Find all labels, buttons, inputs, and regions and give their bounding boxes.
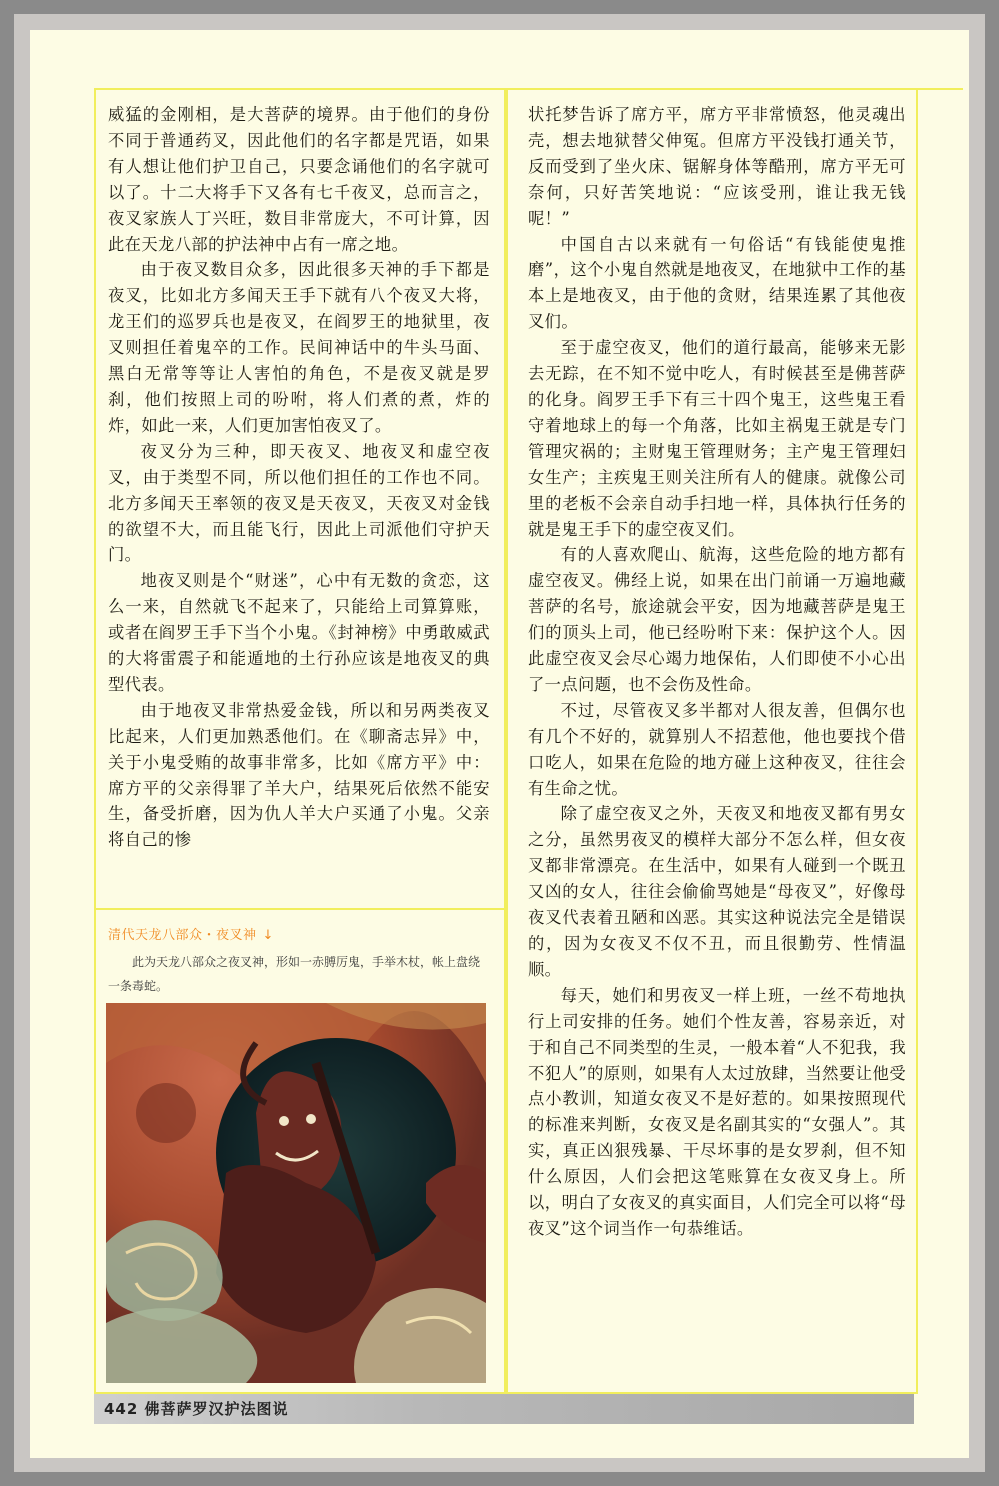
- right-text-column: [506, 88, 918, 1394]
- paragraph: 有的人喜欢爬山、航海，这些危险的地方都有虚空夜叉。佛经上说，如果在出门前诵一万遍地藏菩萨的名号，旅途就会平安，因为地藏菩萨是鬼王们的顶头上司，他已经吩咐下来：保护这个人。因此虚空夜叉会尽心竭力地保佑，人们即使不小心出了一点问题，也不会伤及性命。: [528, 545, 906, 694]
- paragraph: 每天，她们和男夜叉一样上班，一丝不苟地执行上司安排的任务。她们个性友善，容易亲近，对于和自己不同类型的生灵，一般本着“人不犯我，我不犯人”的原则，如果有人太过放肆，当然要让他受点小教训，知道女夜叉不是好惹的。如果按照现代的标准来判断，女夜叉是名副其实的“女强人”。其实，真正凶狠残暴、干尽坏事的是女罗刹，但不知什么原因，人们会把这笔账算在女夜叉身上。所以，明白了女夜叉的真实面目，人们完全可以将“母夜叉”这个词当作一句恭维话。: [528, 985, 906, 1238]
- top-rule: [918, 88, 963, 90]
- paragraph: 由于夜叉数目众多，因此很多天神的手下都是夜叉，比如北方多闻天王手下就有八个夜叉大将，龙王们的巡罗兵也是夜叉，在阎罗王的地狱里，夜叉则担任着鬼卒的工作。民间神话中的牛头马面、黑白无常等等让人害怕的角色，不是夜叉就是罗刹，他们按照上司的吩咐，将人们煮的煮，炸的炸，如此一来，人们更加害怕夜叉了。: [108, 260, 490, 435]
- paragraph: 不过，尽管夜叉多半都对人很友善，但偶尔也有几个不好的，就算别人不招惹他，他也要找个借口吃人，如果在危险的地方碰上这种夜叉，往往会有生命之忧。: [528, 700, 906, 798]
- paragraph: 由于地夜叉非常热爱金钱，所以和另两类夜叉比起来，人们更加熟悉他们。在《聊斋志异》中，关于小鬼受贿的故事非常多，比如《席方平》中：席方平的父亲得罪了羊大户，结果死后依然不能安生，备受折磨，因为仇人羊大户买通了小鬼。父亲将自己的惨: [108, 700, 490, 850]
- down-arrow-icon: ↓: [262, 928, 274, 943]
- paragraph: 中国自古以来就有一句俗话“有钱能使鬼推磨”，这个小鬼自然就是地夜叉，在地狱中工作的基本上是地夜叉，由于他的贪财，结果连累了其他夜叉们。: [528, 234, 906, 332]
- paragraph: 状托梦告诉了席方平，席方平非常愤怒，他灵魂出壳，想去地狱替父伸冤。但席方平没钱打通关节，反而受到了坐火床、锯解身体等酷刑，席方平无可奈何，只好苦笑地说：“应该受刑，谁让我无钱呢！”: [528, 105, 906, 228]
- paragraph: 至于虚空夜叉，他们的道行最高，能够来无影去无踪，在不知不觉中吃人，有时候甚至是佛菩萨的化身。阎罗王手下有三十四个鬼王，这些鬼王看守着地球上的每一个角落，比如主祸鬼王就是专门管理灾祸的；主财鬼王管理财务；主产鬼王管理妇女生产；主疾鬼王则关注所有人的健康。就像公司里的老板不会亲自动手扫地一样，具体执行任务的就是鬼王手下的虚空夜叉们。: [528, 338, 906, 539]
- caption-title-text: 清代天龙八部众・夜叉神: [108, 928, 257, 943]
- paragraph: 地夜叉则是个“财迷”，心中有无数的贪恋，这么一来，自然就飞不起来了，只能给上司算算账，或者在阎罗王手下当个小鬼。《封神榜》中勇敢威武的大将雷震子和能遁地的土行孙应该是地夜叉的典型代表。: [108, 571, 490, 694]
- paragraph: 除了虚空夜叉之外，天夜叉和地夜叉都有男女之分，虽然男夜叉的模样大部分不怎么样，但女夜叉都非常漂亮。在生活中，如果有人碰到一个既丑又凶的女人，往往会偷偷骂她是“母夜叉”，好像母夜叉代表着丑陋和凶恶。其实这种说法完全是错误的，因为女夜叉不仅不丑，而且很勤劳、性情温顺。: [528, 804, 906, 979]
- caption-title: [108, 924, 274, 943]
- yaksha-painting: [106, 1003, 486, 1383]
- paragraph: 威猛的金刚相，是大菩萨的境界。由于他们的身份不同于普通药叉，因此他们的名字都是咒语，如果有人想让他们护卫自己，只要念诵他们的名字就可以了。十二大将手下又各有七千夜叉，总而言之，夜叉家族人丁兴旺，数目非常庞大，不可计算，因此在天龙八部的护法神中占有一席之地。: [108, 105, 490, 254]
- paragraph: 夜叉分为三种，即天夜叉、地夜叉和虚空夜叉，由于类型不同，所以他们担任的工作也不同。北方多闻天王率领的夜叉是天夜叉，天夜叉对金钱的欲望不大，而且能飞行，因此上司派他们守护天门。: [108, 441, 490, 565]
- caption-text: 此为天龙八部众之夜叉神，形如一赤膊厉鬼，手举木杖，帐上盘绕一条毒蛇。: [108, 955, 481, 993]
- left-text-column: [94, 88, 506, 910]
- painting-illustration: [106, 1003, 486, 1383]
- page-footer: 442 佛菩萨罗汉护法图说: [104, 1400, 289, 1418]
